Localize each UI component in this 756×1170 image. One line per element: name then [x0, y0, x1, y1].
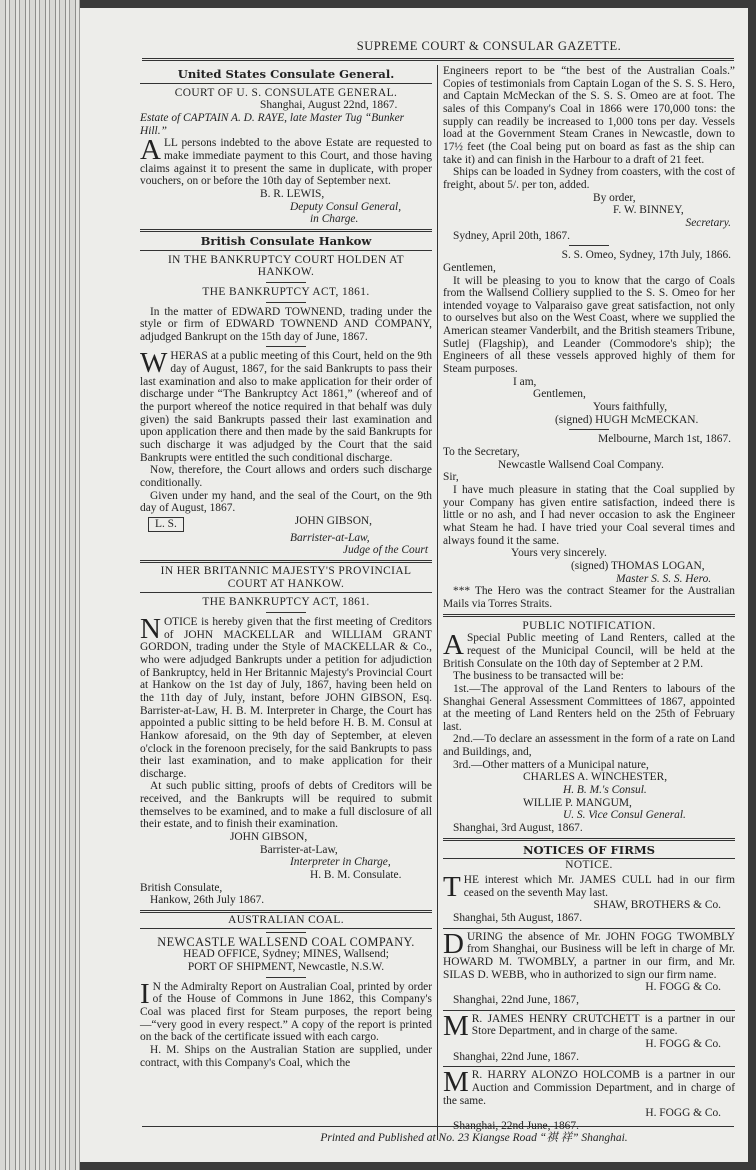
company-name: NEWCASTLE WALLSEND COAL COMPANY. [157, 934, 415, 949]
signer-title: Secretary. [685, 216, 731, 229]
separator [266, 932, 306, 933]
separator [569, 429, 609, 430]
imprint-footer: Printed and Published at No. 23 Kiangse Road “祺 祥” Shanghai. [320, 1132, 628, 1144]
paragraph: Given under my hand, and the seal of the Court, on the 9th day of August, 1867. [140, 489, 432, 515]
signer-title: Deputy Consul General, [290, 200, 402, 213]
signer: SHAW, BROTHERS & Co. [593, 899, 721, 912]
signer-title: U. S. Vice Consul General. [563, 809, 686, 822]
notice-body: THE interest which Mr. JAMES CULL had in our firm ceased on the seventh May last. [443, 871, 735, 904]
section-heading: PUBLIC NOTIFICATION. [522, 619, 656, 632]
signature: (signed) HUGH McMECKAN. [555, 413, 699, 426]
letter-logan [443, 433, 735, 610]
salutation: Sir, [443, 471, 459, 484]
paragraph: Ships can be loaded in Sydney from coasters, with the cost of freight, about 5/. per ton, added. [443, 166, 735, 191]
paragraph: At such public sitting, proofs of debts of Creditors will be received, and the Bankrupts will be required to submit themselves to be examined, and to make a full disclosure of all their estate, and to finish their examination. [140, 780, 432, 831]
notice-label: NOTICE. [565, 859, 613, 872]
signer: H. FOGG & Co. [645, 1037, 721, 1050]
gazette-page [80, 8, 748, 1162]
notice-body: MR. HARRY ALONZO HOLCOMB is a partner in our Auction and Commission Department, and in charge of the same. [443, 1066, 735, 1107]
paragraph: The business to be transacted will be: [453, 670, 624, 683]
addressee: Newcastle Wallsend Coal Company. [498, 458, 664, 471]
date: Shanghai, 22nd June, 1867. [453, 1119, 579, 1132]
estate-line: Estate of CAPTAIN A. D. RAYE, late Master Tug “Bunker Hill.” [140, 111, 405, 137]
section-heading: British Consulate Hankow [140, 229, 432, 251]
place: British Consulate, [140, 881, 223, 894]
header-rule [142, 58, 734, 61]
hankow-bankruptcy-notice [140, 229, 432, 557]
date: Hankow, 26th July 1867. [150, 894, 265, 907]
paragraph: Now, therefore, the Court allows and orders such discharge conditionally. [140, 464, 432, 490]
signer-title: in Charge. [310, 213, 359, 226]
signer: JOHN GIBSON, [294, 515, 372, 527]
letter-body: It will be pleasing to you to know that the cargo of Coals from the Wallsend Colliery supplied to the S. S. Omeo for her intended voyage to Valparaiso gave great satisfaction, not only to ourselves but also on the West Coast, where we supplied the American steamer Vanderbilt, and the British steamers Tribune, Sutlej (Flagship), and Leander (Commodore's ship); the Engineers of all these vessels approved highly of them for Steam purposes. [443, 274, 735, 376]
signer-title: Barrister-at-Law, [260, 843, 338, 856]
company-office: HEAD OFFICE, Sydney; MINES, Wallsend; [183, 948, 389, 961]
footer-rule [142, 1126, 734, 1127]
right-column [443, 65, 735, 1136]
paragraph: NOTICE is hereby given that the first meeting of Creditors of JOHN MACKELLAR and WILLIAM GRANT GORDON, trading under the Style of MACKELLAR & Co., who were adjudged Bankrupts under a petition for adjudiction of Bankruptcy, held in Her Britannic Majesty's Provincial Court at Hankow on the 1st day of July, 1867, having been held on the 11th day of July, instant, before JOHN GIBSON, Esq. Barrister-at-Law, H. B. M. Interpreter in Charge, the Court has appointed a public sitting to be held before H. B. M. Consul at Hankow aforesaid, on the 9th day of September, at eleven o'clock in the forenoon precisely, for the said Bankrupts to pass their last examination, and to make application for their discharge. [140, 612, 432, 780]
paragraph: IN the Admiralty Report on Australian Coal, printed by order of the House of Commons in June 1862, this Company's Coal was placed first for Steam purposes, the report being—“very good in every respect.” A copy of the report is printed on the back of the certificate issued with each cargo. [140, 977, 432, 1044]
date: Shanghai, 22nd June, 1867, [453, 993, 579, 1006]
signature: (signed) THOMAS LOGAN, [571, 559, 705, 572]
section-heading: United States Consulate General. [140, 65, 432, 84]
signer-title: H. B. M.'s Consul. [563, 784, 647, 797]
paragraph: 1st.—The approval of the Land Renters to labours of the Shanghai General Assessment Committees of 1867, appointed at the meeting of Land Renters held on the 25th of February last. [443, 682, 735, 733]
notice-body: DURING the absence of Mr. JOHN FOGG TWOMBLY from Shanghai, our Business will be left in charge of Mr. HOWARD M. TWOMBLY, a partner in our firm, and Mr. SILAS D. WEBB, who in authorized to sign our firm name. [443, 927, 735, 981]
closing: Gentlemen, [533, 388, 586, 401]
separator [266, 282, 306, 283]
act-title: THE BANKRUPTCY ACT, 1861. [202, 596, 370, 609]
date: Sydney, April 20th, 1867. [453, 229, 570, 242]
dateline: Shanghai, August 22nd, 1867. [260, 99, 398, 112]
closing: Yours very sincerely. [511, 547, 607, 560]
signer-title: Interpreter in Charge, [290, 856, 391, 869]
provincial-court-notice [140, 560, 432, 907]
separator [266, 612, 306, 613]
signer-title: H. B. M. Consulate. [310, 869, 402, 882]
date: Shanghai, 3rd August, 1867. [453, 822, 583, 835]
paragraph: WHERAS at a public meeting of this Court, held on the 9th day of August, 1867, for the said Bankrupts to pass their last examination and also to make application for their order of discharge under “The Bankruptcy Act 1861,” (whereof and of the purport whereof the notice required in that behalf was duly given) the said Bankrupts passed their last examination and upon application there and then made by the said Bankrupts for such discharge it was adjudged by the Court that the said Bankrupts were entitled the such conditional discharge. [140, 347, 432, 464]
notices-of-firms [443, 838, 735, 1136]
act-title: THE BANKRUPTCY ACT, 1861. [202, 285, 370, 298]
firm-notice-list [443, 872, 735, 1135]
paragraph: 3rd.—Other matters of a Municipal nature, [453, 758, 649, 771]
letter-mcmeckan [443, 249, 735, 430]
column-divider [437, 65, 438, 1140]
section-heading: NOTICES OF FIRMS [443, 838, 735, 860]
signer: H. FOGG & Co. [645, 981, 721, 994]
signer-title: Master S. S. S. Hero. [616, 572, 712, 585]
signer-title: Barrister-at-Law, [290, 531, 370, 544]
signer: B. R. LEWIS, [260, 187, 325, 200]
signer-title: Judge of the Court [342, 544, 428, 557]
public-notification [443, 614, 735, 835]
by-order: By order, [593, 191, 636, 204]
firm-notice [443, 928, 735, 1010]
dateline: S. S. Omeo, Sydney, 17th July, 1866. [561, 249, 731, 262]
firm-notice [443, 1010, 735, 1067]
signer: CHARLES A. WINCHESTER, [523, 771, 668, 784]
page-header: SUPREME COURT & CONSULAR GAZETTE. [356, 39, 622, 53]
court-title: COURT OF U. S. CONSULATE GENERAL. [174, 86, 398, 99]
letter-body: I have much pleasure in stating that the Coal supplied by your Company has given entire satisfaction, indeed there is little or no ash, and I had never occasion to ask the Engineer what Steam he had. I have tried your Coal several times and always found it the same. [443, 484, 735, 547]
signer: H. FOGG & Co. [645, 1107, 721, 1120]
paragraph: ASpecial Public meeting of Land Renters, called at the request of the Municipal Council, will be held at the British Consulate on the 10th day of September at 2 P.M. [443, 629, 735, 670]
matter-line: In the matter of EDWARD TOWNEND, trading under the style or firm of EDWARD TOWNEND AND COMPANY, adjudged Bankrupt on the 15th day of June, 1867. [140, 305, 432, 343]
footnote: *** The Hero was the contract Steamer for the Australian Mails via Torres Straits. [443, 585, 735, 610]
court-title: IN THE BANKRUPTCY COURT HOLDEN AT HANKOW. [167, 253, 404, 279]
us-consulate-notice [140, 65, 432, 226]
notice-body: MR. JAMES HENRY CRUTCHETT is a partner in our Store Department, and in charge of the same. [443, 1009, 735, 1042]
signer: JOHN GIBSON, [230, 831, 308, 844]
date: Shanghai, 5th August, 1867. [453, 912, 583, 924]
closing: I am, [513, 375, 537, 388]
firm-notice [443, 872, 735, 928]
paragraph: H. M. Ships on the Australian Station are supplied, under contract, with this Company's Coal, which the [140, 1043, 432, 1069]
left-column [140, 65, 432, 1069]
signer: WILLIE P. MANGUM, [523, 796, 632, 809]
australian-coal-continued [443, 65, 735, 246]
notice-body: ALL persons indebted to the above Estate are requested to make immediate payment to this Court, and those having claims against it to present the same in duplicate, with proper vouchers, on or before the 10th day of September next. [140, 134, 432, 188]
date: Shanghai, 22nd June, 1867. [453, 1050, 579, 1063]
company-port: PORT OF SHIPMENT, Newcastle, N.S.W. [187, 961, 385, 973]
closing: Yours faithfully, [593, 401, 668, 414]
salutation: Gentlemen, [443, 261, 496, 274]
separator [266, 977, 306, 978]
separator [266, 302, 306, 303]
dateline: Melbourne, March 1st, 1867. [598, 433, 731, 446]
page-edge-stack [0, 0, 80, 1170]
australian-coal-ad [140, 910, 432, 1069]
seal-box: L. S. [148, 517, 184, 532]
section-heading: AUSTRALIAN COAL. [228, 914, 344, 927]
separator [569, 245, 609, 246]
paragraph: 2nd.—To declare an assessment in the form of a rate on Land and Buildings, and, [443, 733, 735, 759]
separator [266, 346, 306, 347]
paragraph: Engineers report to be “the best of the Australian Coals.” Copies of testimonials from Captain Logan of the S. S. S. Hero, and Captain McMeckan of the S. S. S. Omeo are at foot. The sales of this Company's Coal in 1866 were 170,000 tons: the supply can readily be increased to 1,000 tons per day. Vessels load at the Government Steam Cranes in Newcastle, down to 17½ feet (the Coal being put on board as fast as the ship can take it) and can finish in the Harbour to a draft of 21 feet. [443, 65, 735, 166]
section-heading: IN HER BRITANNIC MAJESTY'S PROVINCIAL COURT AT HANKOW. [160, 564, 412, 590]
signer: F. W. BINNEY, [613, 204, 684, 217]
addressee: To the Secretary, [443, 446, 520, 459]
